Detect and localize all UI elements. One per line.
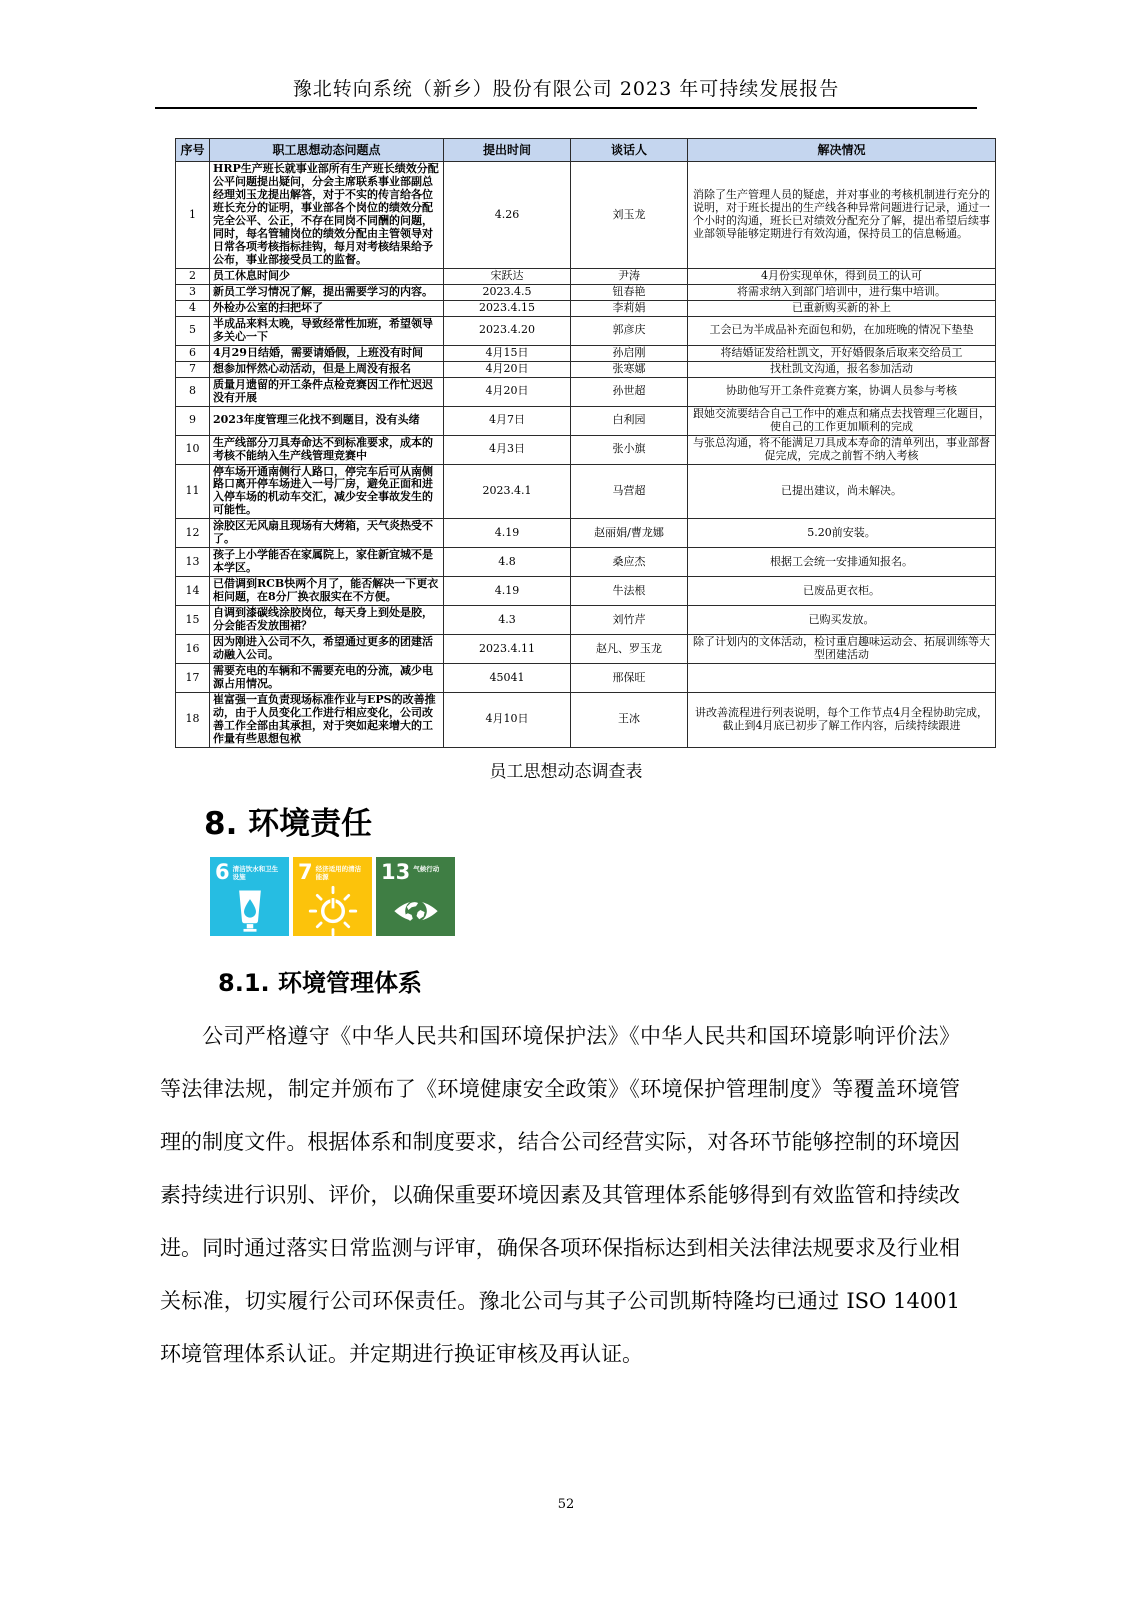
table-cell: 孩子上小学能否在家属院上，家住新宜城不是本学区。	[210, 548, 444, 577]
col-header-person: 谈话人	[571, 139, 688, 162]
table-cell: 宋跃达	[444, 268, 571, 284]
table-cell: 跟她交流要结合自己工作中的难点和痛点去找管理三化题目，使自己的工作更加顺利的完成	[688, 406, 996, 435]
table-row	[176, 377, 996, 406]
table-row	[176, 345, 996, 361]
table-cell: 4月20日	[444, 361, 571, 377]
header-divider	[155, 107, 977, 109]
sdg6-number: 6	[215, 859, 230, 884]
col-header-index: 序号	[176, 139, 210, 162]
table-cell: 3	[176, 284, 210, 300]
col-header-issue: 职工思想动态问题点	[210, 139, 444, 162]
sun-energy-icon	[293, 884, 372, 936]
table-cell: 生产线部分刀具寿命达不到标准要求，成本的考核不能纳入生产线管理竞赛中	[210, 435, 444, 464]
table-cell: 2023.4.5	[444, 284, 571, 300]
table-cell: 消除了生产管理人员的疑虑，并对事业的考核机制进行充分的说明，对于班长提出的生产线各种异常问题进行记录，通过一个小时的沟通，班长已对绩效分配充分了解，提出希望后续事业部领导能够定期进行有效沟通，保持员工的信息畅通。	[688, 162, 996, 269]
table-row	[176, 635, 996, 664]
table-cell: 1	[176, 162, 210, 269]
table-row	[176, 548, 996, 577]
sdg7-number: 7	[298, 859, 313, 884]
table-cell: 除了计划内的文体活动，检讨重启趣味运动会、拓展训练等大型团建活动	[688, 635, 996, 664]
page-number: 52	[557, 1497, 575, 1512]
ems-paragraph: 公司严格遵守《中华人民共和国环境保护法》《中华人民共和国环境影响评价法》等法律法规，制定并颁布了《环境健康安全政策》《环境保护管理制度》等覆盖环境管理的制度文件。根据体系和制度要求，结合公司经营实际，对各环节能够控制的环境因素持续进行识别、评价，以确保重要环境因素及其管理体系能够得到有效监管和持续改进。同时通过落实日常监测与评审，确保各项环保指标达到相关法律法规要求及行业相关标准，切实履行公司环保责任。豫北公司与其子公司凯斯特隆均已通过 ISO 14001 环境管理体系认证。并定期进行换证审核及再认证。	[160, 1023, 960, 1366]
table-cell: 已借调到RCB快两个月了，能否解决一下更衣柜问题，在8分厂换衣服实在不方便。	[210, 577, 444, 606]
table-cell: 4.8	[444, 548, 571, 577]
subsection-heading-ems: 8.1. 环境管理体系	[218, 968, 422, 997]
table-cell: 4.19	[444, 519, 571, 548]
table-row	[176, 162, 996, 269]
table-cell	[688, 664, 996, 693]
table-cell: 45041	[444, 664, 571, 693]
table-cell: 郭彦庆	[571, 316, 688, 345]
table-cell: 张寒娜	[571, 361, 688, 377]
table-row	[176, 519, 996, 548]
table-cell: 4月15日	[444, 345, 571, 361]
table-cell: 13	[176, 548, 210, 577]
document-header	[0, 0, 1132, 109]
table-cell: 4月29日结婚，需要请婚假，上班没有时间	[210, 345, 444, 361]
table-cell: 4	[176, 300, 210, 316]
table-cell: 将结婚证发给杜凯文，开好婚假条后取来交给员工	[688, 345, 996, 361]
table-cell: 9	[176, 406, 210, 435]
table-cell: HRP生产班长就事业部所有生产班长绩效分配公平问题提出疑问，分会主席联系事业部副总经理刘玉龙提出解答，对于不实的传言给各位班长充分的证明，事业部各个岗位的绩效分配完全公平、公正，不存在同岗不同酬的问题，同时，每名管辅岗位的绩效分配由主管领导对日常各项考核指标挂钩，每月对考核结果给予公布，事业部接受员工的监督。	[210, 162, 444, 269]
table-cell: 5	[176, 316, 210, 345]
table-cell: 白利园	[571, 406, 688, 435]
table-row	[176, 361, 996, 377]
table-cell: 将需求纳入到部门培训中，进行集中培训。	[688, 284, 996, 300]
table-cell: 根据工会统一安排通知报名。	[688, 548, 996, 577]
table-cell: 王冰	[571, 693, 688, 748]
table-cell: 员工休息时间少	[210, 268, 444, 284]
table-cell: 钮春艳	[571, 284, 688, 300]
table-cell: 马营超	[571, 464, 688, 519]
table-row	[176, 577, 996, 606]
table-cell: 刘竹芹	[571, 606, 688, 635]
table-header-row	[176, 139, 996, 162]
table-cell: 自调到漆碳线涂胶岗位，每天身上到处是胶，分会能否发放围裙？	[210, 606, 444, 635]
table-cell: 质量月遗留的开工条件点检竞赛因工作忙迟迟没有开展	[210, 377, 444, 406]
table-cell: 12	[176, 519, 210, 548]
section-heading-environment: 8. 环境责任	[204, 805, 373, 842]
table-cell: 8	[176, 377, 210, 406]
table-cell: 已废品更衣柜。	[688, 577, 996, 606]
table-cell: 与张总沟通，将不能满足刀具成本寿命的清单列出，事业部督促完成，完成之前暂不纳入考核	[688, 435, 996, 464]
sdg-icons-row	[210, 857, 1132, 936]
table-cell: 孙启刚	[571, 345, 688, 361]
table-cell: 15	[176, 606, 210, 635]
sdg13-number: 13	[381, 859, 411, 884]
table-cell: 18	[176, 693, 210, 748]
sdg13-label: 气候行动	[413, 864, 440, 873]
table-cell: 邢保旺	[571, 664, 688, 693]
table-cell: 2023年度管理三化找不到题目，没有头绪	[210, 406, 444, 435]
table-cell: 4月份实现单休，得到员工的认可	[688, 268, 996, 284]
table-cell: 5.20前安装。	[688, 519, 996, 548]
employee-survey-table-wrap	[175, 138, 995, 748]
table-cell: 因为刚进入公司不久，希望通过更多的团建活动融入公司。	[210, 635, 444, 664]
table-cell: 尹涛	[571, 268, 688, 284]
water-glass-icon	[210, 884, 289, 936]
table-cell: 2	[176, 268, 210, 284]
table-row	[176, 300, 996, 316]
table-cell: 停车场开通南侧行人路口，停完车后可从南侧路口离开停车场进入一号厂房，避免正面和进入停车场的机动车交汇，减少安全事故发生的可能性。	[210, 464, 444, 519]
table-cell: 讲改善流程进行列表说明，每个工作节点4月全程协助完成，截止到4月底已初步了解工作内容，后续持续跟进	[688, 693, 996, 748]
table-cell: 赵凡、罗玉龙	[571, 635, 688, 664]
sdg7-clean-energy-icon	[293, 857, 372, 936]
table-cell: 半成品来料太晚，导致经常性加班，希望领导多关心一下	[210, 316, 444, 345]
table-cell: 4.26	[444, 162, 571, 269]
table-cell: 10	[176, 435, 210, 464]
table-cell: 11	[176, 464, 210, 519]
table-row	[176, 268, 996, 284]
table-cell: 2023.4.20	[444, 316, 571, 345]
table-cell: 已重新购买新的补上	[688, 300, 996, 316]
report-title: 豫北转向系统（新乡）股份有限公司 2023 年可持续发展报告	[292, 78, 840, 100]
table-cell: 4月10日	[444, 693, 571, 748]
table-cell: 4.19	[444, 577, 571, 606]
table-cell: 协助他写开工条件竞赛方案，协调人员参与考核	[688, 377, 996, 406]
table-row	[176, 664, 996, 693]
col-header-solution: 解决情况	[688, 139, 996, 162]
table-cell: 4月20日	[444, 377, 571, 406]
table-row	[176, 693, 996, 748]
table-cell: 找杜凯文沟通，报名参加活动	[688, 361, 996, 377]
table-cell: 李莉娟	[571, 300, 688, 316]
table-cell: 赵丽娟/曹龙娜	[571, 519, 688, 548]
table-cell: 6	[176, 345, 210, 361]
table-cell: 2023.4.11	[444, 635, 571, 664]
table-cell: 想参加怦然心动活动，但是上周没有报名	[210, 361, 444, 377]
table-cell: 17	[176, 664, 210, 693]
table-cell: 4月7日	[444, 406, 571, 435]
table-cell: 14	[176, 577, 210, 606]
table-cell: 桑应杰	[571, 548, 688, 577]
employee-survey-table	[175, 138, 996, 748]
table-cell: 刘玉龙	[571, 162, 688, 269]
table-row	[176, 464, 996, 519]
table-cell: 16	[176, 635, 210, 664]
table-row	[176, 406, 996, 435]
table-cell: 牛法根	[571, 577, 688, 606]
table-cell: 已购买发放。	[688, 606, 996, 635]
sdg7-label: 经济适用的清洁能源	[315, 864, 362, 881]
table-cell: 外检办公室的扫把坏了	[210, 300, 444, 316]
table-cell: 张小旗	[571, 435, 688, 464]
table-cell: 4月3日	[444, 435, 571, 464]
table-row	[176, 435, 996, 464]
table-row	[176, 606, 996, 635]
table-row	[176, 284, 996, 300]
table-cell: 新员工学习情况了解，提出需要学习的内容。	[210, 284, 444, 300]
table-cell: 孙世超	[571, 377, 688, 406]
table-cell: 已提出建议，尚未解决。	[688, 464, 996, 519]
table-cell: 4.3	[444, 606, 571, 635]
table-cell: 2023.4.15	[444, 300, 571, 316]
table-cell: 崔富强一直负责现场标准作业与EPS的改善推动，由于人员变化工作进行相应变化，公司改善工作全部由其承担，对于突如起来增大的工作量有些思想包袱	[210, 693, 444, 748]
table-cell: 工会已为半成品补充面包和奶，在加班晚的情况下垫垫	[688, 316, 996, 345]
sdg6-label: 清洁饮水和卫生设施	[232, 864, 279, 881]
sdg6-clean-water-icon	[210, 857, 289, 936]
table-cell: 2023.4.1	[444, 464, 571, 519]
col-header-date: 提出时间	[444, 139, 571, 162]
table-caption: 员工思想动态调查表	[489, 761, 643, 782]
table-row	[176, 316, 996, 345]
sdg13-climate-action-icon	[376, 857, 455, 936]
table-cell: 7	[176, 361, 210, 377]
table-cell: 涂胶区无风扇且现场有大烤箱，天气炎热受不了。	[210, 519, 444, 548]
table-cell: 需要充电的车辆和不需要充电的分流，减少电源占用情况。	[210, 664, 444, 693]
eye-globe-icon	[376, 884, 455, 936]
